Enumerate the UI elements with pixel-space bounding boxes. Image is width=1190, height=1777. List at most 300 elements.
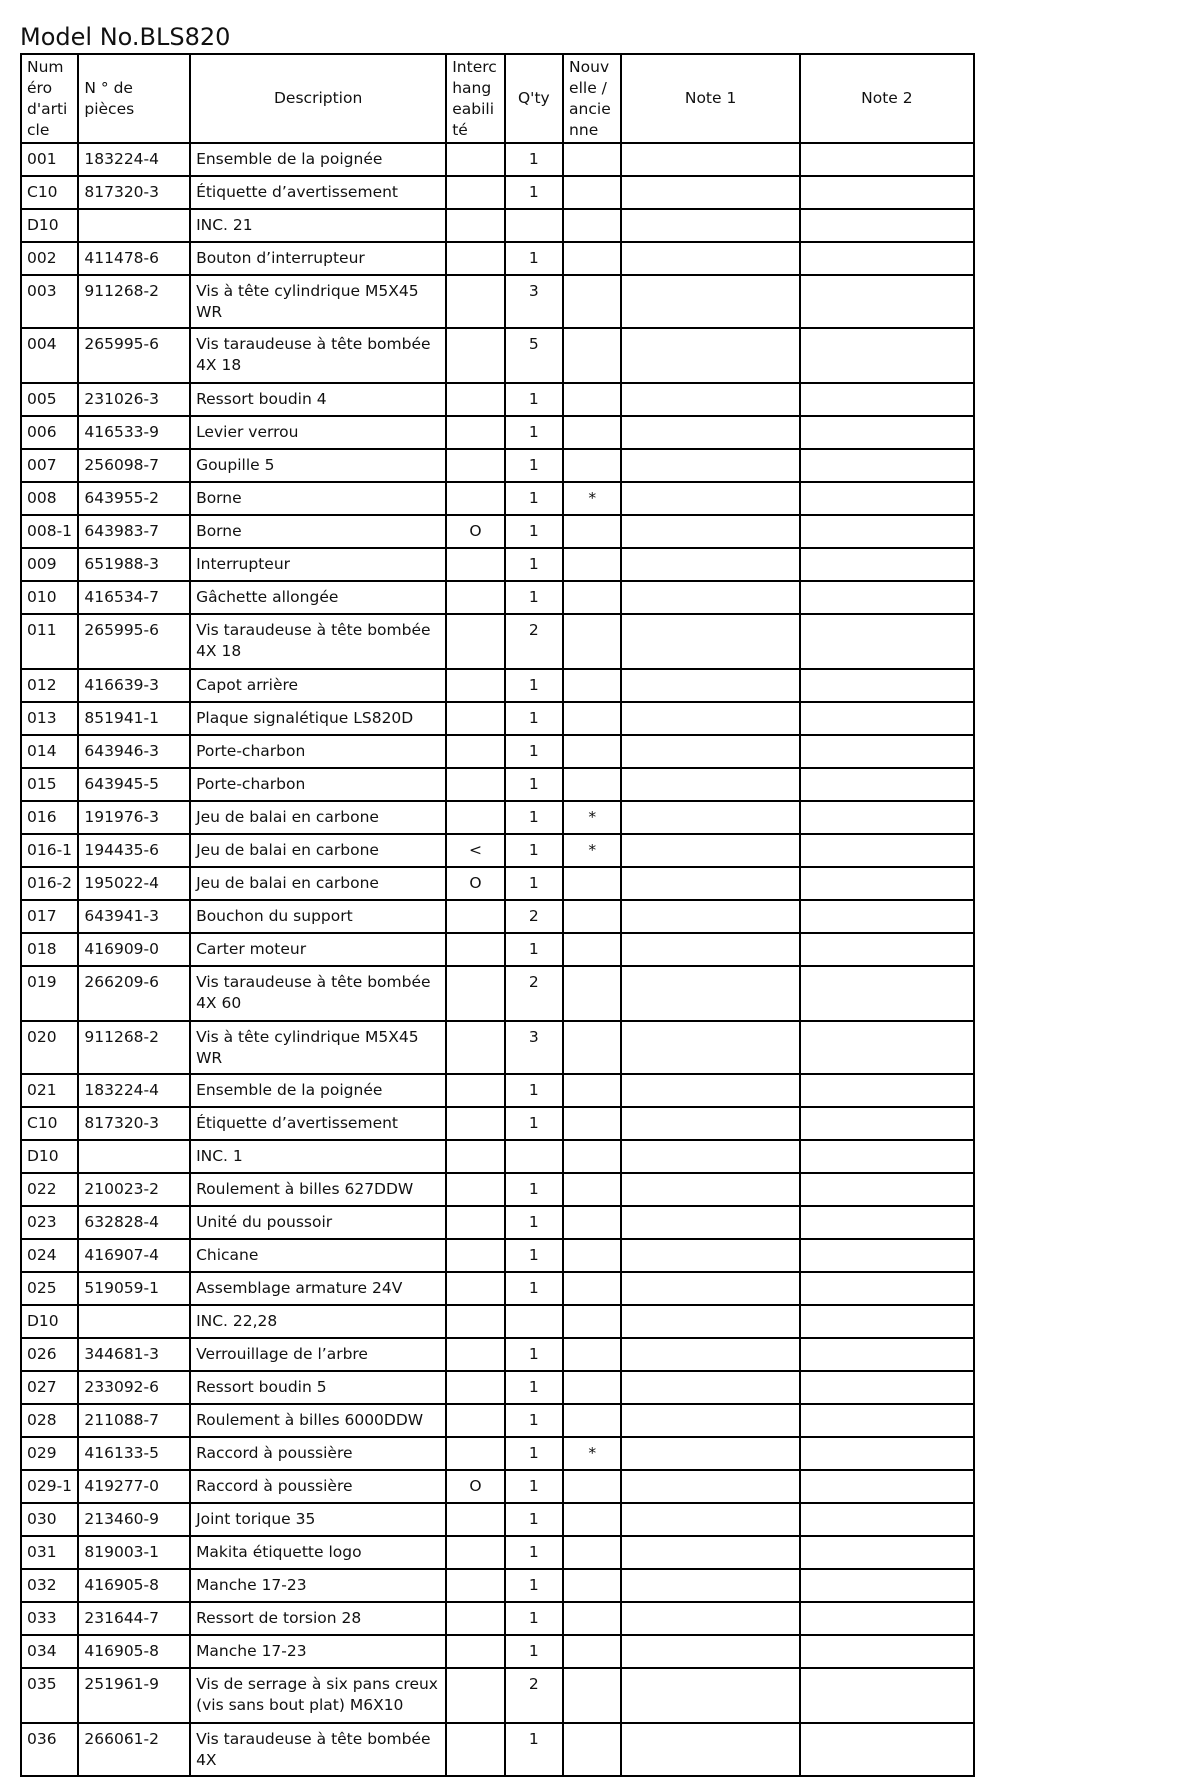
quantity-cell: 1 — [505, 702, 563, 735]
interchangeability-cell — [446, 1074, 504, 1107]
quantity-cell: 2 — [505, 966, 563, 1021]
note-1-cell — [621, 966, 799, 1021]
interchangeability-cell — [446, 1305, 504, 1338]
article-number-cell: 028 — [21, 1404, 78, 1437]
note-2-cell — [800, 328, 974, 383]
table-row — [21, 328, 974, 383]
table-row — [21, 1536, 974, 1569]
description-cell: Makita étiquette logo — [190, 1536, 446, 1569]
description-cell: Roulement à billes 627DDW — [190, 1173, 446, 1206]
description-cell: Plaque signalétique LS820D — [190, 702, 446, 735]
description-cell: Ensemble de la poignée — [190, 143, 446, 176]
part-number-cell: 344681-3 — [78, 1338, 190, 1371]
description-cell: Capot arrière — [190, 669, 446, 702]
table-row — [21, 1021, 974, 1074]
part-number-cell: 419277-0 — [78, 1470, 190, 1503]
note-2-cell — [800, 383, 974, 416]
interchangeability-cell: O — [446, 1470, 504, 1503]
description-cell: Ressort de torsion 28 — [190, 1602, 446, 1635]
note-1-cell — [621, 1239, 799, 1272]
note-1-cell — [621, 143, 799, 176]
article-number-cell: 010 — [21, 581, 78, 614]
new-old-cell — [563, 1107, 621, 1140]
note-2-cell — [800, 1074, 974, 1107]
note-1-cell — [621, 768, 799, 801]
quantity-cell: 1 — [505, 1173, 563, 1206]
table-row — [21, 1074, 974, 1107]
part-number-cell: 643946-3 — [78, 735, 190, 768]
description-cell: Carter moteur — [190, 933, 446, 966]
part-number-cell — [78, 1305, 190, 1338]
interchangeability-cell — [446, 1668, 504, 1723]
note-2-cell — [800, 449, 974, 482]
new-old-cell: * — [563, 1437, 621, 1470]
table-row — [21, 581, 974, 614]
description-cell: Manche 17-23 — [190, 1635, 446, 1668]
table-row — [21, 1470, 974, 1503]
note-1-cell — [621, 1437, 799, 1470]
quantity-cell: 1 — [505, 515, 563, 548]
article-number-cell: 035 — [21, 1668, 78, 1723]
article-number-cell: 015 — [21, 768, 78, 801]
interchangeability-cell — [446, 1371, 504, 1404]
note-2-cell — [800, 1272, 974, 1305]
note-2-cell — [800, 966, 974, 1021]
note-1-cell — [621, 1074, 799, 1107]
interchangeability-cell — [446, 1206, 504, 1239]
note-2-cell — [800, 1723, 974, 1776]
quantity-cell: 1 — [505, 801, 563, 834]
article-number-cell: 003 — [21, 275, 78, 328]
part-number-cell: 416905-8 — [78, 1635, 190, 1668]
quantity-cell — [505, 1140, 563, 1173]
description-cell: Levier verrou — [190, 416, 446, 449]
interchangeability-cell — [446, 966, 504, 1021]
description-cell: Bouton d’interrupteur — [190, 242, 446, 275]
description-cell: Raccord à poussière — [190, 1437, 446, 1470]
note-2-cell — [800, 834, 974, 867]
description-cell: Vis taraudeuse à tête bombée 4X 60 — [190, 966, 446, 1021]
table-row — [21, 933, 974, 966]
quantity-cell: 1 — [505, 1272, 563, 1305]
part-number-cell: 411478-6 — [78, 242, 190, 275]
note-2-cell — [800, 1173, 974, 1206]
quantity-cell: 1 — [505, 176, 563, 209]
new-old-cell — [563, 1503, 621, 1536]
col-header-new-old: Nouvelle / ancienne — [563, 54, 621, 143]
article-number-cell: D10 — [21, 1305, 78, 1338]
new-old-cell: * — [563, 801, 621, 834]
part-number-cell: 416533-9 — [78, 416, 190, 449]
description-cell: Ressort boudin 5 — [190, 1371, 446, 1404]
quantity-cell: 1 — [505, 834, 563, 867]
table-row — [21, 801, 974, 834]
quantity-cell: 2 — [505, 614, 563, 669]
interchangeability-cell — [446, 1723, 504, 1776]
table-row — [21, 1404, 974, 1437]
new-old-cell — [563, 735, 621, 768]
note-1-cell — [621, 176, 799, 209]
interchangeability-cell — [446, 209, 504, 242]
note-2-cell — [800, 900, 974, 933]
table-header-row — [21, 54, 974, 143]
description-cell: Étiquette d’avertissement — [190, 176, 446, 209]
part-number-cell: 911268-2 — [78, 1021, 190, 1074]
article-number-cell: 026 — [21, 1338, 78, 1371]
note-1-cell — [621, 1173, 799, 1206]
new-old-cell — [563, 1371, 621, 1404]
note-1-cell — [621, 581, 799, 614]
new-old-cell — [563, 1668, 621, 1723]
table-row — [21, 1371, 974, 1404]
note-2-cell — [800, 933, 974, 966]
parts-table-body — [21, 143, 974, 1776]
new-old-cell — [563, 614, 621, 669]
article-number-cell: D10 — [21, 209, 78, 242]
part-number-cell: 817320-3 — [78, 1107, 190, 1140]
note-2-cell — [800, 1140, 974, 1173]
part-number-cell: 265995-6 — [78, 328, 190, 383]
table-row — [21, 1723, 974, 1776]
interchangeability-cell: O — [446, 867, 504, 900]
note-1-cell — [621, 1371, 799, 1404]
note-1-cell — [621, 1470, 799, 1503]
interchangeability-cell — [446, 900, 504, 933]
quantity-cell: 1 — [505, 933, 563, 966]
new-old-cell — [563, 143, 621, 176]
article-number-cell: 008-1 — [21, 515, 78, 548]
part-number-cell: 266209-6 — [78, 966, 190, 1021]
quantity-cell: 1 — [505, 1404, 563, 1437]
new-old-cell — [563, 383, 621, 416]
new-old-cell: * — [563, 482, 621, 515]
note-1-cell — [621, 867, 799, 900]
part-number-cell: 643945-5 — [78, 768, 190, 801]
interchangeability-cell: O — [446, 515, 504, 548]
interchangeability-cell — [446, 482, 504, 515]
new-old-cell — [563, 275, 621, 328]
new-old-cell — [563, 1206, 621, 1239]
note-2-cell — [800, 1503, 974, 1536]
note-2-cell — [800, 581, 974, 614]
new-old-cell — [563, 176, 621, 209]
new-old-cell — [563, 1338, 621, 1371]
quantity-cell: 1 — [505, 1602, 563, 1635]
note-1-cell — [621, 1602, 799, 1635]
article-number-cell: 033 — [21, 1602, 78, 1635]
quantity-cell: 3 — [505, 275, 563, 328]
article-number-cell: 029-1 — [21, 1470, 78, 1503]
description-cell: INC. 21 — [190, 209, 446, 242]
quantity-cell — [505, 209, 563, 242]
quantity-cell: 1 — [505, 242, 563, 275]
description-cell: Étiquette d’avertissement — [190, 1107, 446, 1140]
new-old-cell — [563, 1272, 621, 1305]
note-1-cell — [621, 1305, 799, 1338]
part-number-cell — [78, 1140, 190, 1173]
description-cell: Vis taraudeuse à tête bombée 4X 18 — [190, 328, 446, 383]
part-number-cell: 231644-7 — [78, 1602, 190, 1635]
new-old-cell — [563, 768, 621, 801]
interchangeability-cell — [446, 1404, 504, 1437]
new-old-cell — [563, 1173, 621, 1206]
description-cell: Vis à tête cylindrique M5X45 WR — [190, 1021, 446, 1074]
quantity-cell: 1 — [505, 143, 563, 176]
new-old-cell: * — [563, 834, 621, 867]
new-old-cell — [563, 1536, 621, 1569]
new-old-cell — [563, 1723, 621, 1776]
new-old-cell — [563, 900, 621, 933]
article-number-cell: 001 — [21, 143, 78, 176]
interchangeability-cell — [446, 383, 504, 416]
note-2-cell — [800, 209, 974, 242]
note-1-cell — [621, 1569, 799, 1602]
new-old-cell — [563, 1074, 621, 1107]
part-number-cell: 817320-3 — [78, 176, 190, 209]
article-number-cell: 032 — [21, 1569, 78, 1602]
col-header-interchangeability: Interchangeabilité — [446, 54, 504, 143]
article-number-cell: 023 — [21, 1206, 78, 1239]
article-number-cell: 024 — [21, 1239, 78, 1272]
interchangeability-cell — [446, 1437, 504, 1470]
part-number-cell: 819003-1 — [78, 1536, 190, 1569]
part-number-cell: 213460-9 — [78, 1503, 190, 1536]
col-header-note-2: Note 2 — [800, 54, 974, 143]
quantity-cell: 1 — [505, 1470, 563, 1503]
description-cell: Raccord à poussière — [190, 1470, 446, 1503]
description-cell: Vis à tête cylindrique M5X45 WR — [190, 275, 446, 328]
article-number-cell: 013 — [21, 702, 78, 735]
part-number-cell: 211088-7 — [78, 1404, 190, 1437]
quantity-cell: 1 — [505, 581, 563, 614]
description-cell: Porte-charbon — [190, 768, 446, 801]
new-old-cell — [563, 1569, 621, 1602]
note-1-cell — [621, 933, 799, 966]
interchangeability-cell — [446, 669, 504, 702]
note-1-cell — [621, 1536, 799, 1569]
article-number-cell: 009 — [21, 548, 78, 581]
quantity-cell: 1 — [505, 1536, 563, 1569]
new-old-cell — [563, 581, 621, 614]
note-1-cell — [621, 1140, 799, 1173]
table-row — [21, 275, 974, 328]
table-row — [21, 482, 974, 515]
interchangeability-cell — [446, 1140, 504, 1173]
table-row — [21, 614, 974, 669]
article-number-cell: 011 — [21, 614, 78, 669]
table-row — [21, 242, 974, 275]
new-old-cell — [563, 1404, 621, 1437]
table-row — [21, 1272, 974, 1305]
article-number-cell: 004 — [21, 328, 78, 383]
note-2-cell — [800, 1239, 974, 1272]
col-header-note-1: Note 1 — [621, 54, 799, 143]
description-cell: Vis de serrage à six pans creux (vis sans bout plat) M6X10 — [190, 1668, 446, 1723]
quantity-cell: 1 — [505, 1437, 563, 1470]
table-row — [21, 1668, 974, 1723]
part-number-cell: 643955-2 — [78, 482, 190, 515]
article-number-cell: 017 — [21, 900, 78, 933]
note-2-cell — [800, 515, 974, 548]
note-1-cell — [621, 1723, 799, 1776]
new-old-cell — [563, 449, 621, 482]
description-cell: Borne — [190, 482, 446, 515]
article-number-cell: 019 — [21, 966, 78, 1021]
note-1-cell — [621, 1635, 799, 1668]
new-old-cell — [563, 867, 621, 900]
note-1-cell — [621, 614, 799, 669]
table-row — [21, 834, 974, 867]
new-old-cell — [563, 1635, 621, 1668]
article-number-cell: 002 — [21, 242, 78, 275]
new-old-cell — [563, 1239, 621, 1272]
quantity-cell: 5 — [505, 328, 563, 383]
interchangeability-cell — [446, 933, 504, 966]
note-2-cell — [800, 1371, 974, 1404]
description-cell: Verrouillage de l’arbre — [190, 1338, 446, 1371]
article-number-cell: 021 — [21, 1074, 78, 1107]
part-number-cell: 416133-5 — [78, 1437, 190, 1470]
quantity-cell: 1 — [505, 482, 563, 515]
part-number-cell: 519059-1 — [78, 1272, 190, 1305]
description-cell: Borne — [190, 515, 446, 548]
article-number-cell: 016-2 — [21, 867, 78, 900]
note-2-cell — [800, 176, 974, 209]
note-2-cell — [800, 702, 974, 735]
description-cell: INC. 22,28 — [190, 1305, 446, 1338]
description-cell: Bouchon du support — [190, 900, 446, 933]
col-header-quantity: Q'ty — [505, 54, 563, 143]
table-row — [21, 735, 974, 768]
note-2-cell — [800, 482, 974, 515]
article-number-cell: 016 — [21, 801, 78, 834]
article-number-cell: 020 — [21, 1021, 78, 1074]
table-row — [21, 176, 974, 209]
article-number-cell: 007 — [21, 449, 78, 482]
article-number-cell: 018 — [21, 933, 78, 966]
note-1-cell — [621, 449, 799, 482]
part-number-cell: 191976-3 — [78, 801, 190, 834]
part-number-cell: 233092-6 — [78, 1371, 190, 1404]
note-2-cell — [800, 242, 974, 275]
interchangeability-cell — [446, 416, 504, 449]
quantity-cell: 1 — [505, 1371, 563, 1404]
article-number-cell: 008 — [21, 482, 78, 515]
quantity-cell: 3 — [505, 1021, 563, 1074]
note-2-cell — [800, 1470, 974, 1503]
note-2-cell — [800, 548, 974, 581]
article-number-cell: 005 — [21, 383, 78, 416]
note-2-cell — [800, 416, 974, 449]
description-cell: Jeu de balai en carbone — [190, 834, 446, 867]
note-1-cell — [621, 515, 799, 548]
part-number-cell: 416534-7 — [78, 581, 190, 614]
new-old-cell — [563, 242, 621, 275]
note-1-cell — [621, 1503, 799, 1536]
quantity-cell — [505, 1305, 563, 1338]
interchangeability-cell — [446, 768, 504, 801]
table-row — [21, 515, 974, 548]
parts-table — [20, 53, 975, 1777]
article-number-cell: 030 — [21, 1503, 78, 1536]
note-1-cell — [621, 1206, 799, 1239]
description-cell: Joint torique 35 — [190, 1503, 446, 1536]
description-cell: Porte-charbon — [190, 735, 446, 768]
interchangeability-cell — [446, 1503, 504, 1536]
new-old-cell — [563, 209, 621, 242]
table-row — [21, 1206, 974, 1239]
part-number-cell: 632828-4 — [78, 1206, 190, 1239]
article-number-cell: D10 — [21, 1140, 78, 1173]
note-2-cell — [800, 1107, 974, 1140]
new-old-cell — [563, 1140, 621, 1173]
description-cell: Roulement à billes 6000DDW — [190, 1404, 446, 1437]
new-old-cell — [563, 702, 621, 735]
description-cell: Ensemble de la poignée — [190, 1074, 446, 1107]
new-old-cell — [563, 966, 621, 1021]
article-number-cell: 036 — [21, 1723, 78, 1776]
part-number-cell: 265995-6 — [78, 614, 190, 669]
article-number-cell: C10 — [21, 176, 78, 209]
note-1-cell — [621, 383, 799, 416]
note-2-cell — [800, 1668, 974, 1723]
note-1-cell — [621, 669, 799, 702]
new-old-cell — [563, 933, 621, 966]
table-row — [21, 1503, 974, 1536]
quantity-cell: 1 — [505, 1338, 563, 1371]
table-row — [21, 867, 974, 900]
description-cell: Gâchette allongée — [190, 581, 446, 614]
table-row — [21, 1437, 974, 1470]
part-number-cell: 183224-4 — [78, 143, 190, 176]
interchangeability-cell — [446, 614, 504, 669]
article-number-cell: 014 — [21, 735, 78, 768]
note-2-cell — [800, 1602, 974, 1635]
interchangeability-cell — [446, 328, 504, 383]
description-cell: Unité du poussoir — [190, 1206, 446, 1239]
note-2-cell — [800, 614, 974, 669]
table-row — [21, 900, 974, 933]
table-row — [21, 548, 974, 581]
note-1-cell — [621, 482, 799, 515]
interchangeability-cell — [446, 581, 504, 614]
note-1-cell — [621, 735, 799, 768]
note-1-cell — [621, 1107, 799, 1140]
table-row — [21, 966, 974, 1021]
note-1-cell — [621, 702, 799, 735]
part-number-cell: 643983-7 — [78, 515, 190, 548]
article-number-cell: 034 — [21, 1635, 78, 1668]
interchangeability-cell — [446, 1239, 504, 1272]
interchangeability-cell — [446, 735, 504, 768]
new-old-cell — [563, 416, 621, 449]
quantity-cell: 1 — [505, 383, 563, 416]
article-number-cell: C10 — [21, 1107, 78, 1140]
page-title: Model No.BLS820 — [20, 23, 231, 51]
note-1-cell — [621, 416, 799, 449]
interchangeability-cell — [446, 1173, 504, 1206]
note-1-cell — [621, 1404, 799, 1437]
note-1-cell — [621, 548, 799, 581]
table-row — [21, 1635, 974, 1668]
note-2-cell — [800, 768, 974, 801]
interchangeability-cell — [446, 1107, 504, 1140]
new-old-cell — [563, 1021, 621, 1074]
table-row — [21, 1239, 974, 1272]
table-row — [21, 449, 974, 482]
note-2-cell — [800, 1569, 974, 1602]
part-number-cell: 183224-4 — [78, 1074, 190, 1107]
